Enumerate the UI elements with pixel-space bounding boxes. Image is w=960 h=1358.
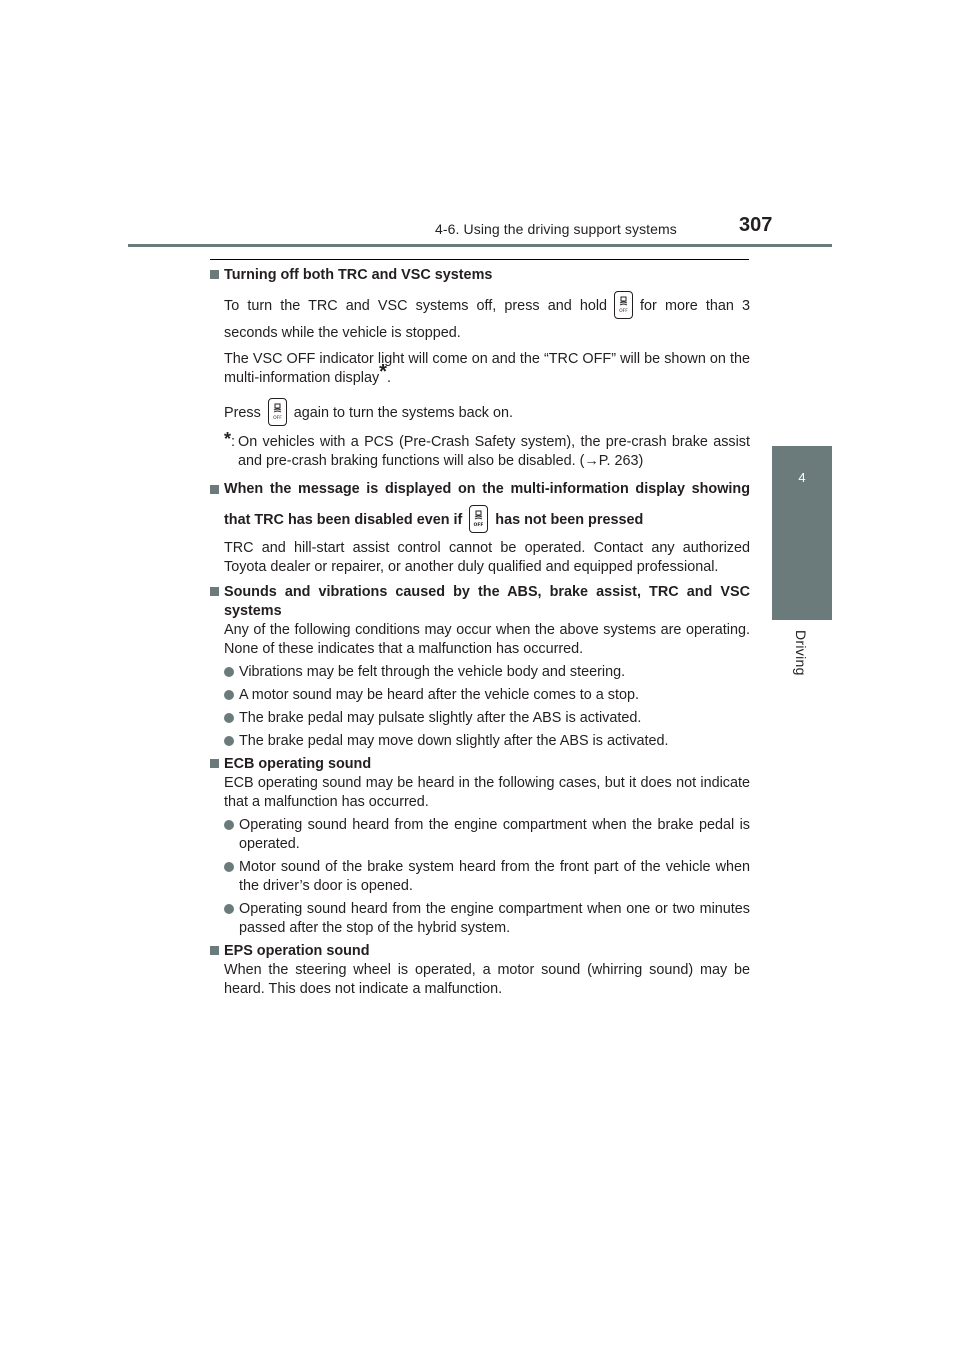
paragraph: Press OFF again to turn the systems back on.	[210, 388, 750, 427]
bullet-circle-icon	[224, 713, 234, 723]
chapter-label: Driving	[793, 630, 809, 676]
svg-text:OFF: OFF	[619, 309, 628, 314]
list-item: The brake pedal may pulsate slightly after the ABS is activated.	[210, 709, 750, 728]
paragraph: The VSC OFF indicator light will come on and the “TRC OFF” will be shown on the multi-information display*.	[224, 351, 750, 386]
square-bullet-icon	[210, 759, 219, 768]
bullet-circle-icon	[224, 820, 234, 830]
section-sounds-vibrations	[210, 583, 750, 751]
paragraph: When the steering wheel is operated, a motor sound (whirring sound) may be heard. This does not indicate a malfunction.	[224, 962, 750, 997]
square-bullet-icon	[210, 946, 219, 955]
bullet-circle-icon	[224, 736, 234, 746]
list-item: Operating sound heard from the engine compartment when one or two minutes passed after the stop of the hybrid system.	[210, 900, 750, 938]
paragraph: Any of the following conditions may occur when the above systems are operating. None of these indicates that a malfunction has occurred.	[224, 622, 750, 657]
footnote-marker: *	[379, 361, 387, 383]
footnote-marker: *	[224, 429, 232, 449]
section-trc-disabled-message	[210, 474, 750, 577]
vsc-off-switch-icon	[614, 291, 633, 319]
header-section-title: 4-6. Using the driving support systems	[435, 221, 677, 237]
chapter-side-tab[interactable]	[772, 446, 832, 620]
vsc-off-switch-icon	[469, 505, 488, 533]
list-item: The brake pedal may move down slightly after the ABS is activated.	[210, 732, 750, 751]
list-item: Motor sound of the brake system heard from the front part of the vehicle when the driver’s door is opened.	[210, 858, 750, 896]
page-number: 307	[739, 214, 773, 236]
bullet-circle-icon	[224, 904, 234, 914]
section-ecb-sound	[210, 755, 750, 938]
square-bullet-icon	[210, 587, 219, 596]
paragraph: TRC and hill-start assist control cannot be operated. Contact any authorized Toyota dealer or repairer, or another duly qualified and equipped professional.	[224, 540, 750, 575]
section-trc-vsc-off	[210, 266, 750, 471]
square-bullet-icon	[210, 270, 219, 279]
paragraph: To turn the TRC and VSC systems off, press and hold OFF for more than 3 seconds while the vehicle is stopped.	[210, 285, 750, 347]
section-heading: Turning off both TRC and VSC systems	[210, 266, 750, 285]
paragraph: ECB operating sound may be heard in the following cases, but it does not indicate that a malfunction has occurred.	[224, 775, 750, 810]
page-content	[210, 266, 750, 1002]
bullet-circle-icon	[224, 690, 234, 700]
list-item: A motor sound may be heard after the vehicle comes to a stop.	[210, 686, 750, 705]
svg-text:OFF: OFF	[473, 523, 484, 528]
footnote: * : On vehicles with a PCS (Pre-Crash Safety system), the pre-crash brake assist and pre-crash braking functions will also be disabled. (→P. 263)	[224, 429, 750, 469]
list-item: Operating sound heard from the engine compartment when the brake pedal is operated.	[210, 816, 750, 854]
square-bullet-icon	[210, 485, 219, 494]
list-item: Vibrations may be felt through the vehicle body and steering.	[210, 663, 750, 682]
content-top-rule	[210, 259, 749, 260]
section-heading: ECB operating sound	[210, 755, 750, 774]
bullet-circle-icon	[224, 862, 234, 872]
section-heading: Sounds and vibrations caused by the ABS, brake assist, TRC and VSC systems	[210, 583, 750, 621]
section-heading: EPS operation sound	[210, 942, 750, 961]
svg-text:OFF: OFF	[272, 416, 282, 421]
header-rule	[128, 244, 832, 247]
chapter-number: 4	[798, 470, 806, 485]
bullet-circle-icon	[224, 667, 234, 677]
section-eps-sound	[210, 942, 750, 999]
vsc-off-switch-icon	[268, 398, 287, 426]
section-heading: When the message is displayed on the multi-information display showing that TRC has been disabled even if OFF has not been pressed	[210, 474, 750, 536]
